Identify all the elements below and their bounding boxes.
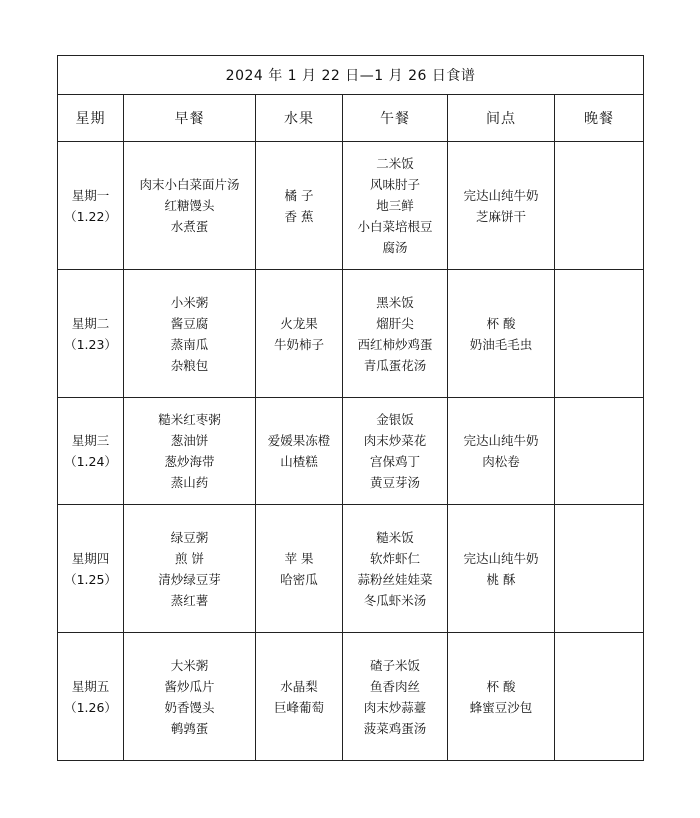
- header-snack: 间点: [448, 95, 555, 142]
- menu-item: 小白菜培根豆: [357, 219, 433, 234]
- menu-item: 完达山纯牛奶: [463, 433, 539, 448]
- table-row: [58, 270, 644, 398]
- menu-item: 酱炒瓜片: [164, 678, 215, 694]
- lunch-cell: [343, 398, 448, 505]
- menu-item: 奶油毛毛虫: [469, 336, 533, 352]
- menu-item: 苹 果: [284, 550, 314, 566]
- menu-item: 地三鲜: [376, 198, 414, 213]
- header-row: [58, 95, 644, 142]
- menu-item: 腐汤: [382, 240, 408, 255]
- weekday-cell: [58, 398, 124, 505]
- dinner-cell: [555, 633, 644, 761]
- menu-item: 蒸红薯: [170, 592, 209, 608]
- weekday-label: 星期三: [71, 433, 110, 448]
- lunch-cell: [343, 270, 448, 398]
- menu-item: 蜂蜜豆沙包: [469, 699, 533, 715]
- menu-item: 清炒绿豆芽: [158, 571, 221, 587]
- menu-item: 葱油饼: [170, 433, 209, 448]
- menu-item: 肉末小白菜面片汤: [139, 177, 240, 192]
- lunch-cell: [343, 142, 448, 270]
- header-breakfast: 早餐: [124, 95, 256, 142]
- menu-item: 杯 酸: [486, 678, 516, 694]
- menu-item: 肉末炒蒜薹: [363, 699, 427, 715]
- menu-item: 大米粥: [170, 657, 209, 673]
- menu-item: 菠菜鸡蛋汤: [363, 720, 427, 736]
- menu-item: 火龙果: [280, 315, 318, 331]
- menu-item: 肉末炒菜花: [363, 433, 427, 448]
- menu-item: 水煮蛋: [170, 219, 209, 234]
- dinner-cell: [555, 270, 644, 398]
- header-weekday: 星期: [58, 95, 124, 142]
- menu-item: 绿豆粥: [170, 529, 209, 545]
- date-label: （1.22）: [64, 208, 117, 224]
- table-row: [58, 633, 644, 761]
- breakfast-cell: [124, 142, 256, 270]
- menu-item: 爱媛果冻橙: [267, 433, 331, 448]
- dinner-cell: [555, 142, 644, 270]
- fruit-cell: [256, 633, 343, 761]
- menu-item: 宫保鸡丁: [369, 454, 420, 469]
- menu-item: 红糖馒头: [164, 198, 215, 213]
- breakfast-cell: [124, 505, 256, 633]
- weekday-cell: [58, 633, 124, 761]
- menu-item: 二米饭: [376, 156, 414, 171]
- menu-item: 煎 饼: [175, 550, 204, 566]
- menu-item: 芝麻饼干: [475, 208, 526, 224]
- menu-item: 橘 子: [284, 187, 314, 203]
- weekday-cell: [58, 270, 124, 398]
- menu-item: 完达山纯牛奶: [463, 187, 539, 203]
- header-lunch: 午餐: [343, 95, 448, 142]
- weekday-label: 星期二: [71, 315, 110, 331]
- table-row: [58, 398, 644, 505]
- menu-item: 山楂糕: [280, 454, 318, 469]
- menu-item: 风味肘子: [369, 177, 420, 192]
- snack-cell: [448, 142, 555, 270]
- menu-item: 桃 酥: [486, 571, 516, 587]
- menu-item: 巨峰葡萄: [273, 699, 324, 715]
- header-dinner: 晚餐: [555, 95, 644, 142]
- date-label: （1.25）: [64, 571, 117, 587]
- menu-item: 蒸南瓜: [170, 336, 209, 352]
- fruit-cell: [256, 505, 343, 633]
- dinner-cell: [555, 505, 644, 633]
- menu-item: 青瓜蛋花汤: [363, 357, 427, 373]
- weekday-label: 星期一: [71, 187, 110, 203]
- menu-item: 哈密瓜: [280, 571, 318, 587]
- date-label: （1.24）: [64, 454, 117, 469]
- snack-cell: [448, 398, 555, 505]
- menu-item: 糙米饭: [376, 529, 414, 545]
- menu-table: [57, 55, 644, 761]
- weekday-label: 星期四: [71, 550, 110, 566]
- snack-cell: [448, 633, 555, 761]
- weekday-cell: [58, 505, 124, 633]
- fruit-cell: [256, 270, 343, 398]
- breakfast-cell: [124, 398, 256, 505]
- table-title: 2024 年 1 月 22 日—1 月 26 日食谱: [58, 56, 644, 95]
- menu-item: 熘肝尖: [376, 315, 414, 331]
- weekday-label: 星期五: [71, 678, 110, 694]
- fruit-cell: [256, 398, 343, 505]
- snack-cell: [448, 505, 555, 633]
- menu-item: 水晶梨: [280, 678, 318, 694]
- lunch-cell: [343, 633, 448, 761]
- breakfast-cell: [124, 270, 256, 398]
- menu-item: 黑米饭: [376, 294, 414, 310]
- table-row: [58, 505, 644, 633]
- menu-item: 碴子米饭: [369, 657, 420, 673]
- fruit-cell: [256, 142, 343, 270]
- menu-item: 小米粥: [170, 294, 209, 310]
- menu-item: 葱炒海带: [164, 454, 215, 469]
- menu-item: 金银饭: [376, 412, 414, 427]
- table-row: [58, 142, 644, 270]
- menu-item: 黄豆芽汤: [369, 475, 420, 490]
- menu-item: 蒜粉丝娃娃菜: [357, 571, 433, 587]
- menu-item: 肉松卷: [482, 454, 520, 469]
- menu-item: 西红柿炒鸡蛋: [357, 336, 433, 352]
- menu-item: 冬瓜虾米汤: [363, 592, 427, 608]
- menu-item: 软炸虾仁: [369, 550, 420, 566]
- lunch-cell: [343, 505, 448, 633]
- menu-item: 杂粮包: [170, 357, 209, 373]
- menu-item: 酱豆腐: [170, 315, 209, 331]
- weekday-cell: [58, 142, 124, 270]
- menu-item: 香 蕉: [284, 208, 314, 224]
- menu-item: 鹌鹑蛋: [170, 720, 209, 736]
- header-fruit: 水果: [256, 95, 343, 142]
- menu-item: 蒸山药: [170, 475, 209, 490]
- date-label: （1.26）: [64, 699, 117, 715]
- menu-item: 糙米红枣粥: [158, 412, 221, 427]
- menu-item: 牛奶柿子: [273, 336, 324, 352]
- dinner-cell: [555, 398, 644, 505]
- snack-cell: [448, 270, 555, 398]
- menu-item: 完达山纯牛奶: [463, 550, 539, 566]
- menu-item: 杯 酸: [486, 315, 516, 331]
- menu-item: 鱼香肉丝: [369, 678, 420, 694]
- breakfast-cell: [124, 633, 256, 761]
- date-label: （1.23）: [64, 336, 117, 352]
- menu-item: 奶香馒头: [164, 699, 215, 715]
